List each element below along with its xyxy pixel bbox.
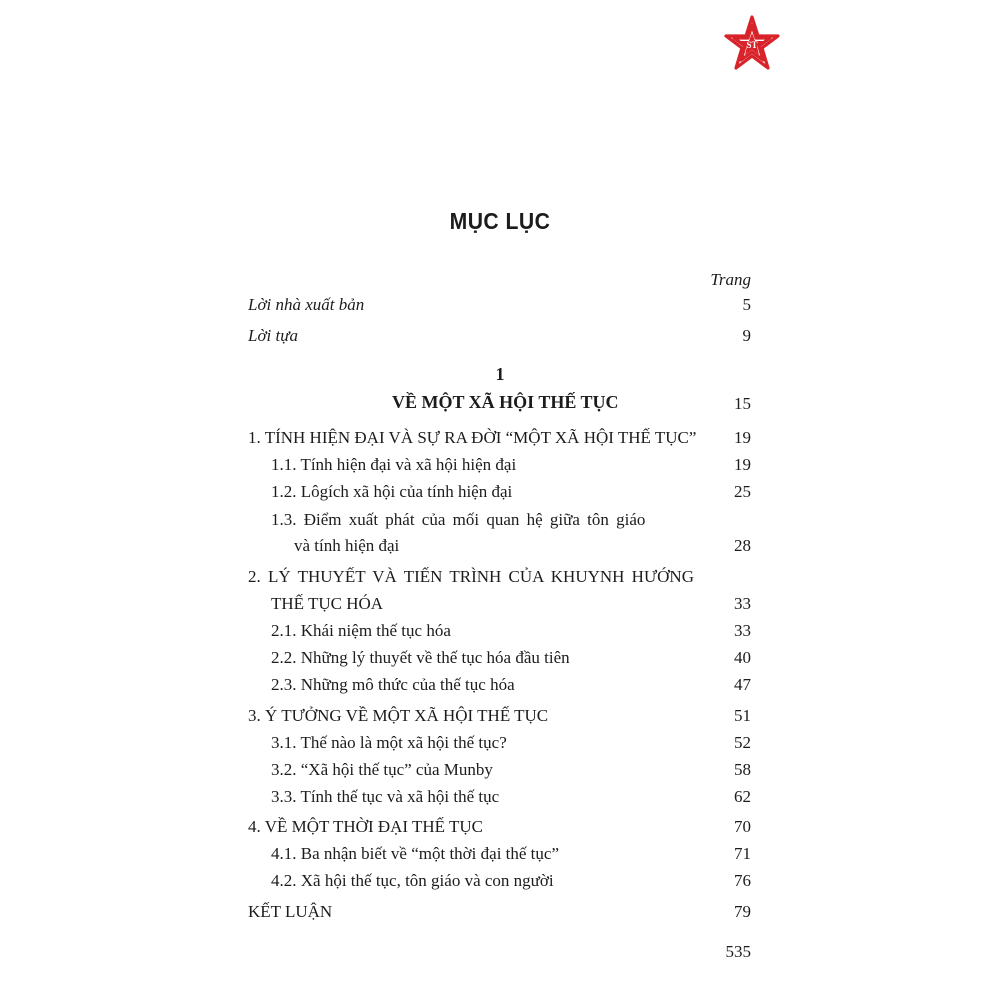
toc-entry-text: Lời tựa [248,326,298,345]
publisher-logo [722,14,782,74]
toc-entry-page: 70 [734,817,751,836]
toc-entry-page: 19 [734,455,751,474]
toc-entry-page: 62 [734,787,751,806]
toc-entry-page: 25 [734,482,751,501]
chapter-page: 15 [734,394,751,413]
toc-entry-text: 1.1. Tính hiện đại và xã hội hiện đại [271,455,517,474]
toc-entry-text: 2.3. Những mô thức của thế tục hóa [271,675,515,694]
toc-entry-page: 40 [734,648,751,667]
toc-entry-text: và tính hiện đại [294,536,400,555]
toc-row-subsection [0,840,1000,868]
toc-row-subsection [0,756,1000,784]
toc-row-subsection [0,644,1000,672]
toc-row-front-matter [0,291,1000,319]
toc-entry-page: 47 [734,675,751,694]
toc-entry-text: 3.3. Tính thế tục và xã hội thế tục [271,787,500,806]
toc-row-subsection [0,617,1000,645]
svg-text:ST: ST [746,40,758,50]
toc-entry-page: 28 [734,536,751,555]
toc-row-subsection [0,506,1000,534]
toc-entry-page: 58 [734,760,751,779]
toc-entry-text: 2.2. Những lý thuyết về thế tục hóa đầu tiên [271,648,570,667]
toc-row-subsection [0,478,1000,506]
toc-entry-text: 4.1. Ba nhận biết về “một thời đại thế tục” [271,844,559,863]
toc-row-section-continued [0,590,1000,618]
toc-entry-text: THẾ TỤC HÓA [271,594,384,613]
toc-row-subsection [0,729,1000,757]
toc-entry-text: KẾT LUẬN [248,902,333,921]
toc-row-subsection-continued [0,532,1000,560]
chapter-title: VỀ MỘT XÃ HỘI THẾ TỤC [392,392,619,412]
toc-row-subsection [0,867,1000,895]
toc-entry-page: 33 [734,594,751,613]
toc-row-subsection [0,451,1000,479]
toc-row-section [0,898,1000,926]
page-number: 535 [725,942,751,961]
toc-row-section [0,702,1000,730]
toc-entry-page: 52 [734,733,751,752]
toc-row-section [0,424,1000,452]
toc-entry-page: 51 [734,706,751,725]
toc-entry-page: 71 [734,844,751,863]
toc-entry-text: 3. Ý TƯỞNG VỀ MỘT XÃ HỘI THẾ TỤC [248,706,549,725]
toc-entry-text: 1.3. Điểm xuất phát của mối quan hệ giữa tôn giáo [271,510,646,529]
toc-entry-page: 33 [734,621,751,640]
toc-row-section [0,813,1000,841]
toc-entry-text: Lời nhà xuất bản [248,295,365,314]
toc-entry-text: 2. LÝ THUYẾT VÀ TIẾN TRÌNH CỦA KHUYNH HƯỚNG [248,567,694,586]
toc-entry-text: 3.2. “Xã hội thế tục” của Munby [271,760,493,779]
toc-entry-text: 4.2. Xã hội thế tục, tôn giáo và con người [271,871,554,890]
toc-row-subsection [0,783,1000,811]
page-title: MỤC LỤC [449,208,551,234]
toc-entry-text: 2.1. Khái niệm thế tục hóa [271,621,451,640]
toc-entry-page: 19 [734,428,751,447]
toc-row-front-matter [0,322,1000,350]
toc-entry-page: 9 [742,326,751,345]
page-column-label: Trang [710,270,751,289]
toc-row-section [0,563,1000,591]
toc-entry-text: 1.2. Lôgích xã hội của tính hiện đại [271,482,513,501]
toc-entry-text: 4. VỀ MỘT THỜI ĐẠI THẾ TỤC [248,817,484,836]
toc-entry-page: 79 [734,902,751,921]
toc-entry-page: 5 [742,295,751,314]
chapter-number: 1 [495,364,505,384]
toc-row-subsection [0,671,1000,699]
toc-entry-text: 3.1. Thế nào là một xã hội thế tục? [271,733,507,752]
toc-entry-text: 1. TÍNH HIỆN ĐẠI VÀ SỰ RA ĐỜI “MỘT XÃ HỘI THẾ TỤC” [248,428,697,447]
toc-entry-page: 76 [734,871,751,890]
